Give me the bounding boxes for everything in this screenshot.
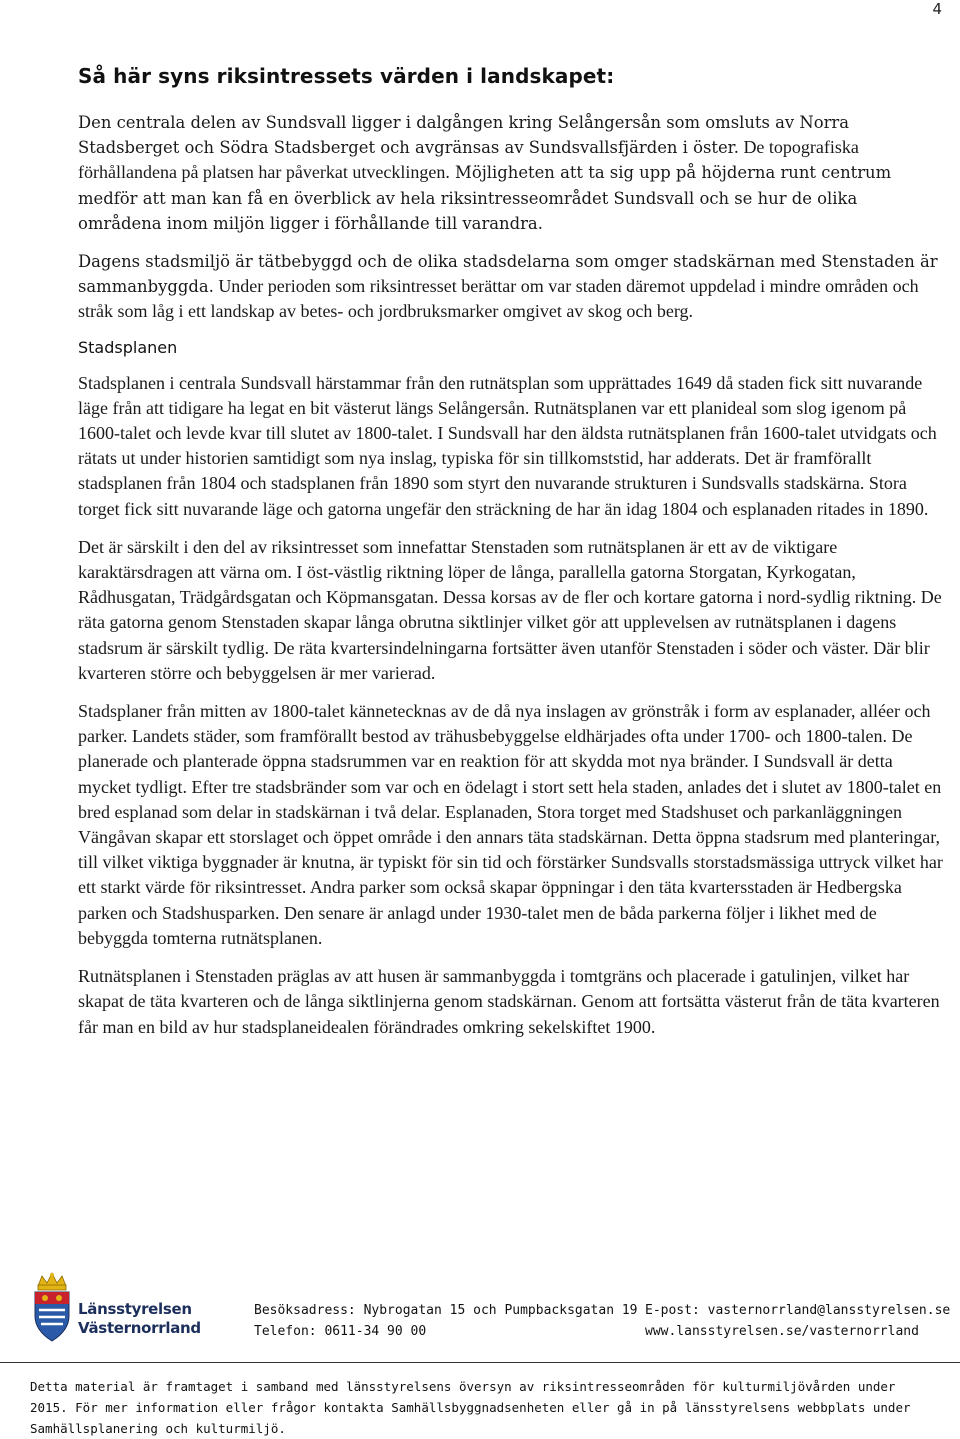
footer-disclaimer: Detta material är framtaget i samband med länsstyrelsens översyn av riksintresseområden för kulturmiljövården under 2015. För mer information eller frågor kontakta Samhällsbyggnadsenheten eller gå in på länsstyrelsens webbplats under Samhällsplanering och kulturmiljö.: [30, 1379, 911, 1436]
intro-serif-text: De topografiska förhållandena på platsen har påverkat utvecklingen.: [78, 137, 859, 183]
intro-sans-text-2: Möjligheten att ta sig upp på höjderna runt centrum medför att man kan få en överblick av hela riksintresseområdet Sundsvall och se hur de olika områdena inom miljön ligger i förhållande till varandra.: [78, 163, 892, 233]
lansstyrelsen-logo: [30, 1272, 201, 1348]
intro-sans-text: Den centrala delen av Sundsvall ligger i dalgången kring Selångersån som omsluts av Norra Stadsberget och Södra Stadsberget och avgränsas av Sundsvallsfjärden i öster.: [78, 113, 850, 158]
paragraph-2: [78, 249, 944, 325]
contact-address-block: [254, 1300, 638, 1342]
section-heading-stadsplanen: Stadsplanen: [78, 337, 178, 357]
logo-text: [78, 1300, 201, 1338]
logo-line-1: Länsstyrelsen: [78, 1300, 192, 1318]
contact-online-block: [645, 1300, 950, 1342]
document-body: [78, 64, 944, 1053]
page-number: 4: [932, 0, 942, 18]
page-heading: Så här syns riksintressets värden i landskapet:: [78, 64, 615, 88]
intro-paragraph: [78, 110, 944, 236]
footer-divider: [0, 1362, 960, 1363]
paragraph-2-serif: Under perioden som riksintresset berättar om var staden däremot uppdelad i mindre områden och stråk som låg i ett landskap av betes- och jordbruksmarker omgivet av skog och berg.: [78, 276, 919, 322]
page-footer: [0, 1268, 960, 1436]
website-link[interactable]: www.lansstyrelsen.se/vasternorrland: [645, 1324, 919, 1339]
coat-of-arms-icon: [30, 1272, 74, 1344]
email-address: E-post: vasternorrland@lansstyrelsen.se: [645, 1303, 951, 1318]
visiting-address: Besöksadress: Nybrogatan 15 och Pumpbacksgatan 19: [254, 1303, 638, 1318]
paragraph-stadsplan-3: Stadsplaner från mitten av 1800-talet kännetecknas av de då nya inslagen av grönstråk i form av esplanader, alléer och parker. Landets städer, som framförallt bestod av trähusbebyggelse eldhärjades ofta under 1700- och 1800-talen. De planerade och planterade öppna stadsrummen var en reaktion för att skydda mot nya bränder. I Sundsvall är detta mycket tydligt. Efter tre stadsbränder som var och en ödelagt i stort sett hela staden, anlades det i slutet av 1800-talet en bred esplanad som delar in stadskärnan i två delar. Esplanaden, Stora torget med Stadshuset och parkanläggningen Vängåvan skapar ett storslaget och öppet område i den annars täta stadskärnan. Detta öppna stadsrum med planteringar, till vilket viktiga byggnader är knutna, är typiskt för sin tid och förstärker Sundsvalls storstadsmässiga uttryck vilket har ett starkt värde för riksintresset. Andra parker som också skapar öppningar i den täta kvartersstaden är Hedbergska parken och Stadshusparken. Den senare är anlagd under 1930-talet men de båda parkerna följer i likhet med de bebyggda tomterna rutnätsplanen.: [78, 701, 943, 948]
paragraph-stadsplan-1: Stadsplanen i centrala Sundsvall härstammar från den rutnätsplan som upprättades 1649 då staden fick sitt nuvarande läge från att tidigare ha legat en bit västerut längs Selångersån. Rutnätsplanen var ett planideal som slog igenom på 1600-talet och levde kvar till slutet av 1800-talet. I Sundsvall har den äldsta rutnätsplanen från 1600-talet utvidgats och rätats ut under historien samtidigt som nya inslag, typiska för sin tillkomststid, har adderats. Det är framförallt stadsplanen från 1804 och stadsplanen från 1890 som styrt den nuvarande strukturen i Sundsvalls stadskärna. Stora torget fick sitt nuvarande läge och gatorna ungefär den sträckning de har än idag 1804 och esplanaden ritades in 1890.: [78, 372, 937, 519]
phone-number: Telefon: 0611-34 90 00: [254, 1324, 427, 1339]
paragraph-2-sans: Dagens stadsmiljö är tätbebyggd och de olika stadsdelarna som omger stadskärnan med Stenstaden är sammanbyggda.: [78, 252, 938, 297]
paragraph-stadsplan-4: Rutnätsplanen i Stenstaden präglas av att husen är sammanbyggda i tomtgräns och placerade i gatulinjen, vilket har skapat de täta kvarteren och de långa siktlinjerna genom stadskärnan. Genom att fortsätta västerut från de täta kvarteren får man en bild av hur stadsplaneidealen förändrades omkring sekelskiftet 1900.: [78, 966, 940, 1037]
logo-line-2: Västernorrland: [78, 1319, 201, 1337]
paragraph-stadsplan-2: Det är särskilt i den del av riksintresset som innefattar Stenstaden som rutnätsplanen är ett av de viktigare karaktärsdragen att värna om. I öst-västlig riktning löper de långa, parallella gatorna Storgatan, Kyrkogatan, Rådhusgatan, Trädgårdsgatan och Köpmansgatan. Dessa korsas av de fler och kortare gatorna i nord-sydlig riktning. De räta gatorna genom Stenstaden skapar långa obrutna siktlinjer vilket gör att upplevelsen av rutnätsplanen i dagens stadsrum är särskilt tydlig. De räta kvartersindelningarna fortsätter även utanför Stenstaden i söder och väster. Där blir kvarteren större och bebyggelsen är mer varierad.: [78, 536, 942, 683]
